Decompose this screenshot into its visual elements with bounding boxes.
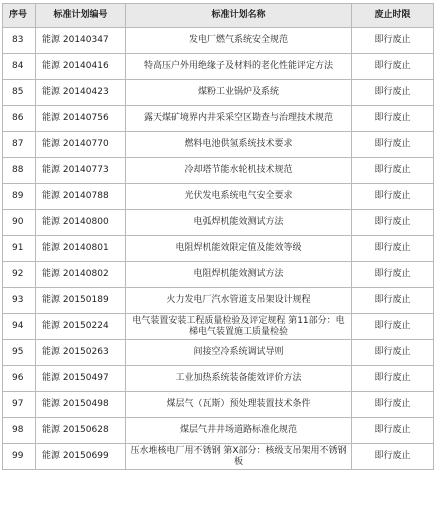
standards-table xyxy=(2,3,434,470)
table-row xyxy=(3,184,434,210)
table-row xyxy=(3,158,434,184)
row-plan-name: 燃料电池供氢系统技术要求 xyxy=(126,132,352,158)
table-row xyxy=(3,106,434,132)
table-body xyxy=(3,28,434,470)
row-abolish-deadline: 即行废止 xyxy=(352,184,434,210)
header-plan-name: 标准计划名称 xyxy=(126,4,352,28)
row-abolish-deadline: 即行废止 xyxy=(352,236,434,262)
header-abolish-deadline: 废止时限 xyxy=(352,4,434,28)
table-header-row xyxy=(3,4,434,28)
row-plan-name: 电阻焊机能效限定值及能效等级 xyxy=(126,236,352,262)
table-row xyxy=(3,418,434,444)
row-serial-number: 96 xyxy=(3,366,36,392)
table-row xyxy=(3,314,434,340)
row-abolish-deadline: 即行废止 xyxy=(352,314,434,340)
row-plan-code: 能源 20150497 xyxy=(36,366,126,392)
row-serial-number: 89 xyxy=(3,184,36,210)
row-serial-number: 90 xyxy=(3,210,36,236)
row-serial-number: 92 xyxy=(3,262,36,288)
row-abolish-deadline: 即行废止 xyxy=(352,28,434,54)
row-abolish-deadline: 即行废止 xyxy=(352,106,434,132)
header-serial-number: 序号 xyxy=(3,4,36,28)
row-plan-name: 压水堆核电厂用不锈钢 第X部分：核级支吊架用不锈钢板 xyxy=(126,444,352,470)
row-abolish-deadline: 即行废止 xyxy=(352,132,434,158)
row-plan-name: 冷却塔节能水轮机技术规范 xyxy=(126,158,352,184)
row-abolish-deadline: 即行废止 xyxy=(352,392,434,418)
row-serial-number: 97 xyxy=(3,392,36,418)
table-row xyxy=(3,80,434,106)
row-serial-number: 93 xyxy=(3,288,36,314)
row-plan-name: 火力发电厂汽水管道支吊架设计规程 xyxy=(126,288,352,314)
row-abolish-deadline: 即行废止 xyxy=(352,418,434,444)
row-serial-number: 84 xyxy=(3,54,36,80)
table-row xyxy=(3,262,434,288)
row-abolish-deadline: 即行废止 xyxy=(352,210,434,236)
table-row xyxy=(3,236,434,262)
row-abolish-deadline: 即行废止 xyxy=(352,366,434,392)
row-plan-code: 能源 20140802 xyxy=(36,262,126,288)
table-row xyxy=(3,28,434,54)
row-serial-number: 83 xyxy=(3,28,36,54)
row-plan-name: 煤层气（瓦斯）预处理装置技术条件 xyxy=(126,392,352,418)
row-plan-code: 能源 20140788 xyxy=(36,184,126,210)
row-plan-code: 能源 20140416 xyxy=(36,54,126,80)
row-serial-number: 85 xyxy=(3,80,36,106)
table-row xyxy=(3,340,434,366)
row-plan-code: 能源 20140801 xyxy=(36,236,126,262)
row-serial-number: 95 xyxy=(3,340,36,366)
row-plan-code: 能源 20140423 xyxy=(36,80,126,106)
row-plan-code: 能源 20140756 xyxy=(36,106,126,132)
table-row xyxy=(3,392,434,418)
row-plan-name: 煤层气井井场道路标准化规范 xyxy=(126,418,352,444)
row-plan-code: 能源 20140800 xyxy=(36,210,126,236)
row-plan-code: 能源 20140770 xyxy=(36,132,126,158)
row-plan-name: 工业加热系统装备能效评价方法 xyxy=(126,366,352,392)
table-row xyxy=(3,210,434,236)
row-abolish-deadline: 即行废止 xyxy=(352,340,434,366)
row-serial-number: 88 xyxy=(3,158,36,184)
row-plan-name: 间接空冷系统调试导则 xyxy=(126,340,352,366)
row-serial-number: 99 xyxy=(3,444,36,470)
row-serial-number: 87 xyxy=(3,132,36,158)
row-abolish-deadline: 即行废止 xyxy=(352,444,434,470)
table-row xyxy=(3,54,434,80)
row-plan-code: 能源 20150224 xyxy=(36,314,126,340)
row-serial-number: 86 xyxy=(3,106,36,132)
row-plan-name: 特高压户外用绝缘子及材料的老化性能评定方法 xyxy=(126,54,352,80)
table-row xyxy=(3,132,434,158)
table-row xyxy=(3,288,434,314)
row-plan-name: 煤粉工业锅炉及系统 xyxy=(126,80,352,106)
row-plan-code: 能源 20150498 xyxy=(36,392,126,418)
header-plan-code: 标准计划编号 xyxy=(36,4,126,28)
table-row xyxy=(3,366,434,392)
row-plan-code: 能源 20150189 xyxy=(36,288,126,314)
row-plan-code: 能源 20150628 xyxy=(36,418,126,444)
row-serial-number: 94 xyxy=(3,314,36,340)
row-plan-code: 能源 20150699 xyxy=(36,444,126,470)
row-serial-number: 91 xyxy=(3,236,36,262)
row-plan-name: 光伏发电系统电气安全要求 xyxy=(126,184,352,210)
row-plan-name: 发电厂燃气系统安全规范 xyxy=(126,28,352,54)
row-serial-number: 98 xyxy=(3,418,36,444)
row-abolish-deadline: 即行废止 xyxy=(352,54,434,80)
row-plan-name: 电气装置安装工程质量检验及评定规程 第11部分：电梯电气装置施工质量检验 xyxy=(126,314,352,340)
row-abolish-deadline: 即行废止 xyxy=(352,262,434,288)
row-abolish-deadline: 即行废止 xyxy=(352,158,434,184)
row-abolish-deadline: 即行废止 xyxy=(352,80,434,106)
table-row xyxy=(3,444,434,470)
row-plan-name: 电弧焊机能效测试方法 xyxy=(126,210,352,236)
row-plan-name: 露天煤矿境界内井采采空区勘查与治理技术规范 xyxy=(126,106,352,132)
row-abolish-deadline: 即行废止 xyxy=(352,288,434,314)
row-plan-code: 能源 20140347 xyxy=(36,28,126,54)
row-plan-name: 电阻焊机能效测试方法 xyxy=(126,262,352,288)
row-plan-code: 能源 20140773 xyxy=(36,158,126,184)
row-plan-code: 能源 20150263 xyxy=(36,340,126,366)
